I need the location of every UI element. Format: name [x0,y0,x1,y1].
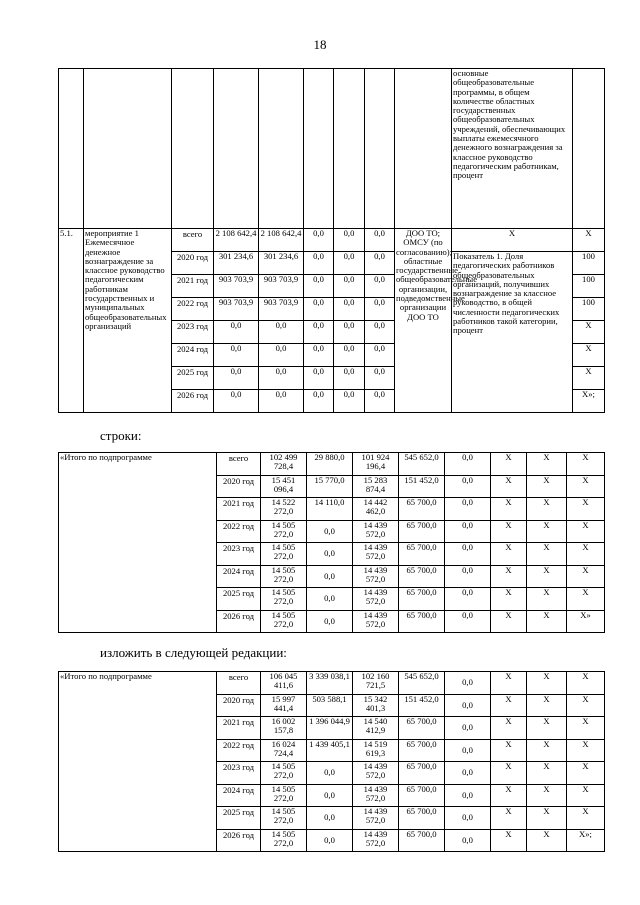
indicator-value-cell: Х [573,321,605,344]
x-cell: Х» [567,610,605,633]
value-cell: 14 540 412,9 [353,717,399,740]
indicator-value-cell: Х»; [573,390,605,413]
item-number: 5.1. [59,229,84,413]
x-cell: Х [573,229,605,252]
value-cell: 0,0 [365,390,395,413]
value-cell: 0,0 [334,252,365,275]
x-cell: Х [567,520,605,543]
value-cell: 0,0 [304,321,334,344]
value-cell: 0,0 [307,565,353,588]
value-cell: 14 442 462,0 [353,498,399,521]
value-cell: 14 439 572,0 [353,565,399,588]
x-cell: Х [491,565,527,588]
value-cell: 65 700,0 [399,588,445,611]
value-cell: 65 700,0 [399,762,445,785]
x-cell: Х [527,588,567,611]
value-cell: 0,0 [259,344,304,367]
value-cell: 0,0 [307,762,353,785]
table-row [59,672,605,695]
value-cell: 0,0 [445,453,491,476]
value-cell: 0,0 [445,739,491,762]
x-cell: Х [527,739,567,762]
value-cell: 0,0 [307,829,353,852]
table-row [59,69,605,229]
x-cell: Х [527,520,567,543]
x-cell: Х [491,610,527,633]
x-cell: Х [567,565,605,588]
period-cell: всего [172,229,214,252]
value-cell: 14 505 272,0 [261,784,307,807]
value-cell: 2 108 642,4 [259,229,304,252]
value-cell: 0,0 [307,807,353,830]
x-cell: Х [567,762,605,785]
x-cell: Х [491,543,527,566]
value-cell: 0,0 [259,367,304,390]
indicator-value-cell: Х [573,344,605,367]
value-cell: 301 234,6 [259,252,304,275]
value-cell: 0,0 [259,321,304,344]
indicator-value-cell: 100 [573,252,605,275]
value-cell: 14 439 572,0 [353,543,399,566]
value-cell: 0,0 [365,367,395,390]
x-cell: Х [567,498,605,521]
period-cell: 2024 год [217,784,261,807]
x-cell: Х [567,672,605,695]
period-cell: 2025 год [217,807,261,830]
value-cell: 0,0 [365,321,395,344]
value-cell: 65 700,0 [399,807,445,830]
value-cell: 14 505 272,0 [261,829,307,852]
value-cell: 14 505 272,0 [261,762,307,785]
x-cell: Х [527,543,567,566]
x-cell: Х [491,762,527,785]
value-cell: 0,0 [445,520,491,543]
value-cell: 14 439 572,0 [353,784,399,807]
value-cell: 301 234,6 [214,252,259,275]
value-cell: 0,0 [365,344,395,367]
x-cell: Х [527,717,567,740]
period-cell: 2022 год [172,298,214,321]
indicator-cell: Показатель 1. Доля педагогических работников общеобразовательных организаций, получивших вознаграждение за классное руководство, в общей численности педагогических работников такой категории, процент [452,252,573,413]
value-cell: 0,0 [445,543,491,566]
value-cell: 65 700,0 [399,565,445,588]
value-cell: 0,0 [445,807,491,830]
value-cell: 15 997 441,4 [261,694,307,717]
value-cell: 0,0 [445,498,491,521]
value-cell: 0,0 [445,694,491,717]
value-cell: 0,0 [334,344,365,367]
total-label: «Итого по подпрограмме [59,672,217,852]
period-cell: 2024 год [217,565,261,588]
value-cell: 0,0 [259,390,304,413]
period-cell: всего [217,453,261,476]
value-cell: 0,0 [334,390,365,413]
period-cell: 2023 год [217,543,261,566]
value-cell: 14 439 572,0 [353,588,399,611]
value-cell: 65 700,0 [399,520,445,543]
value-cell: 29 880,0 [307,453,353,476]
value-cell: 65 700,0 [399,717,445,740]
value-cell: 0,0 [445,610,491,633]
value-cell: 15 342 401,3 [353,694,399,717]
period-cell: 2021 год [172,275,214,298]
period-cell: 2022 год [217,739,261,762]
old-totals-table [58,452,605,633]
value-cell: 0,0 [214,367,259,390]
value-cell: 14 505 272,0 [261,588,307,611]
x-cell: Х [491,807,527,830]
x-cell: Х [527,784,567,807]
period-cell: 2021 год [217,717,261,740]
heading-rows: строки: [100,428,142,443]
value-cell: 151 452,0 [399,694,445,717]
indicator-text-cont: основные общеобразовательные программы, в общем количестве областных государственных общеобразовательных учреждений, обеспечивающих выплаты ежемесячного денежного вознаграждения за классное руководство педагогическим работникам, процент [452,69,573,229]
value-cell: 14 505 272,0 [261,610,307,633]
value-cell: 14 522 272,0 [261,498,307,521]
value-cell: 0,0 [304,298,334,321]
page-number: 18 [313,37,327,52]
value-cell: 14 439 572,0 [353,807,399,830]
value-cell: 0,0 [304,390,334,413]
x-cell: Х [491,588,527,611]
value-cell: 102 499 728,4 [261,453,307,476]
value-cell: 0,0 [445,784,491,807]
value-cell: 0,0 [445,762,491,785]
x-cell: Х [491,520,527,543]
item-name: мероприятие 1 Ежемесячное денежное вознаграждение за классное руководство педагогическим работникам государственных и муниципальных общеобразовательных организаций [84,229,172,413]
value-cell: 0,0 [307,610,353,633]
value-cell: 0,0 [214,321,259,344]
x-cell: Х [527,672,567,695]
period-cell: 2021 год [217,498,261,521]
x-cell: Х [491,453,527,476]
value-cell: 0,0 [214,390,259,413]
value-cell: 545 652,0 [399,453,445,476]
value-cell: 16 024 724,4 [261,739,307,762]
value-cell: 0,0 [365,252,395,275]
value-cell: 0,0 [445,565,491,588]
x-cell: Х [491,672,527,695]
measure-table [58,68,605,413]
value-cell: 16 002 157,8 [261,717,307,740]
value-cell: 0,0 [334,367,365,390]
period-cell: 2025 год [172,367,214,390]
x-cell: Х [567,475,605,498]
x-cell: Х [491,694,527,717]
period-cell: 2025 год [217,588,261,611]
value-cell: 0,0 [334,275,365,298]
x-cell: Х [567,453,605,476]
period-cell: 2026 год [217,829,261,852]
value-cell: 0,0 [365,298,395,321]
value-cell: 14 110,0 [307,498,353,521]
value-cell: 1 439 405,1 [307,739,353,762]
value-cell: 14 439 572,0 [353,610,399,633]
indicator-value-cell: 100 [573,298,605,321]
value-cell: 14 439 572,0 [353,520,399,543]
executors-cell: ДОО ТО; ОМСУ (по согласованию); областные государственные общеобразовательные организации, подведомственные организации ДОО ТО [395,229,452,413]
value-cell: 14 505 272,0 [261,520,307,543]
x-cell: Х [527,475,567,498]
value-cell: 14 519 619,3 [353,739,399,762]
value-cell: 106 045 411,6 [261,672,307,695]
value-cell: 503 588,1 [307,694,353,717]
value-cell: 903 703,9 [259,275,304,298]
value-cell: 0,0 [304,229,334,252]
value-cell: 0,0 [334,298,365,321]
x-cell: Х [491,829,527,852]
x-cell: Х»; [567,829,605,852]
value-cell: 0,0 [365,229,395,252]
period-cell: 2022 год [217,520,261,543]
value-cell: 102 160 721,5 [353,672,399,695]
x-cell: Х [527,807,567,830]
value-cell: 0,0 [307,784,353,807]
table-row [59,229,605,252]
value-cell: 0,0 [214,344,259,367]
period-cell: 2020 год [217,475,261,498]
value-cell: 903 703,9 [214,275,259,298]
x-cell: Х [567,717,605,740]
period-cell: 2024 год [172,344,214,367]
x-cell: Х [567,588,605,611]
value-cell: 3 339 038,1 [307,672,353,695]
value-cell: 0,0 [445,829,491,852]
value-cell: 0,0 [307,520,353,543]
value-cell: 0,0 [307,588,353,611]
value-cell: 65 700,0 [399,829,445,852]
period-cell: 2020 год [172,252,214,275]
x-cell: Х [491,739,527,762]
table-row [59,453,605,476]
value-cell: 14 439 572,0 [353,762,399,785]
value-cell: 0,0 [304,252,334,275]
value-cell: 0,0 [304,275,334,298]
value-cell: 151 452,0 [399,475,445,498]
value-cell: 65 700,0 [399,784,445,807]
value-cell: 65 700,0 [399,739,445,762]
value-cell: 2 108 642,4 [214,229,259,252]
x-cell: Х [527,762,567,785]
x-cell: Х [452,229,573,252]
x-cell: Х [491,784,527,807]
value-cell: 1 396 044,9 [307,717,353,740]
value-cell: 903 703,9 [259,298,304,321]
period-cell: 2026 год [172,390,214,413]
value-cell: 0,0 [334,321,365,344]
value-cell: 65 700,0 [399,543,445,566]
value-cell: 0,0 [445,717,491,740]
period-cell: 2026 год [217,610,261,633]
x-cell: Х [527,565,567,588]
x-cell: Х [527,498,567,521]
indicator-value-cell: 100 [573,275,605,298]
value-cell: 14 505 272,0 [261,565,307,588]
x-cell: Х [491,475,527,498]
value-cell: 15 451 096,4 [261,475,307,498]
indicator-value-cell: Х [573,367,605,390]
value-cell: 0,0 [445,672,491,695]
x-cell: Х [527,829,567,852]
value-cell: 101 924 196,4 [353,453,399,476]
x-cell: Х [491,498,527,521]
value-cell: 545 652,0 [399,672,445,695]
x-cell: Х [527,610,567,633]
x-cell: Х [567,543,605,566]
value-cell: 14 439 572,0 [353,829,399,852]
value-cell: 0,0 [445,475,491,498]
value-cell: 15 283 874,4 [353,475,399,498]
value-cell: 0,0 [334,229,365,252]
value-cell: 0,0 [304,344,334,367]
value-cell: 14 505 272,0 [261,543,307,566]
value-cell: 14 505 272,0 [261,807,307,830]
value-cell: 65 700,0 [399,498,445,521]
value-cell: 0,0 [307,543,353,566]
value-cell: 15 770,0 [307,475,353,498]
x-cell: Х [567,784,605,807]
period-cell: всего [217,672,261,695]
x-cell: Х [527,694,567,717]
heading-new-edition: изложить в следующей редакции: [100,645,287,660]
x-cell: Х [491,717,527,740]
x-cell: Х [527,453,567,476]
period-cell: 2023 год [172,321,214,344]
value-cell: 65 700,0 [399,610,445,633]
period-cell: 2020 год [217,694,261,717]
x-cell: Х [567,739,605,762]
x-cell: Х [567,694,605,717]
total-label: «Итого по подпрограмме [59,453,217,633]
x-cell: Х [567,807,605,830]
value-cell: 0,0 [445,588,491,611]
value-cell: 0,0 [304,367,334,390]
period-cell: 2023 год [217,762,261,785]
value-cell: 903 703,9 [214,298,259,321]
new-totals-table [58,671,605,852]
value-cell: 0,0 [365,275,395,298]
